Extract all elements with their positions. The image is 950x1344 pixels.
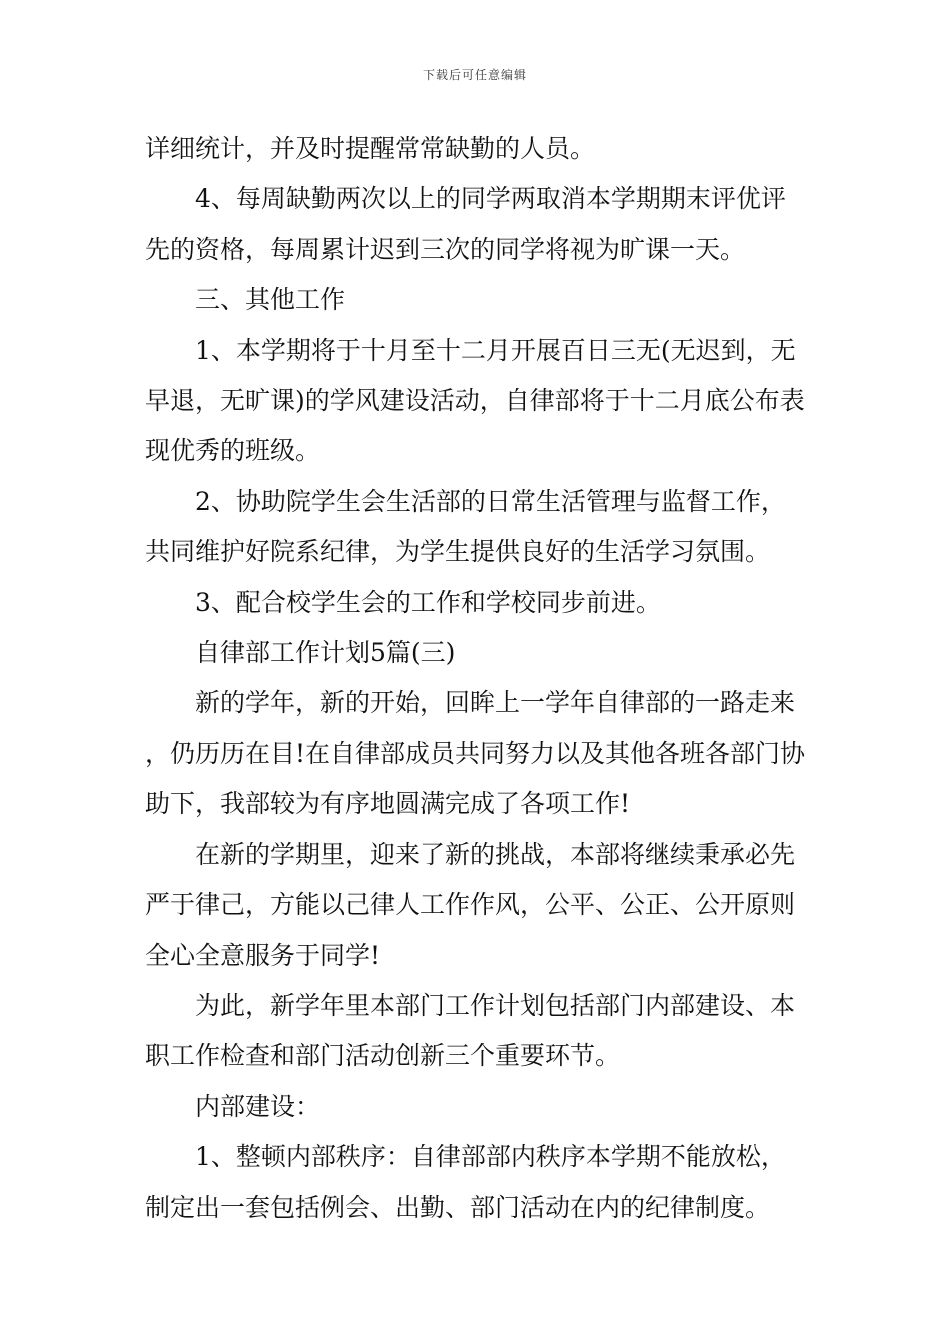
section-heading: 内部建设： [195,1091,321,1121]
paragraph: 2、协助院学生会生活部的日常生活管理与监督工作，共同维护好院系纪律，为学生提供良好的生活学习氛围。 [145,486,786,567]
paragraph: 新的学年，新的开始，回眸上一学年自律部的一路走来 ，仍历历在目!在自律部成员共同努力以及其他各班各部门协助下，我部较为有序地圆满完成了各项工作! [145,688,806,819]
paragraph: 1、本学期将于十月至十二月开展百日三无(无迟到，无早退，无旷课)的学风建设活动，自律部将于十二月底公布表现优秀的班级。 [145,335,805,466]
paragraph: 为此，新学年里本部门工作计划包括部门内部建设、本职工作检查和部门活动创新三个重要环节。 [145,990,796,1071]
document-body [145,124,807,1233]
section-title: 自律部工作计划5篇(三) [195,638,456,668]
paragraph: 1、整顿内部秩序：自律部部内秩序本学期不能放松，制定出一套包括例会、出勤、部门活动在内的纪律制度。 [145,1142,786,1222]
section-heading: 三、其他工作 [195,285,346,315]
paragraph: 3、配合校学生会的工作和学校同步前进。 [195,587,661,617]
paragraph: 在新的学期里，迎来了新的挑战，本部将继续秉承必先严于律己，方能以己律人工作作风，公平、公正、公开原则全心全意服务于同学! [145,839,796,970]
page-header: 下载后可任意编辑 [422,68,527,82]
paragraph: 详细统计，并及时提醒常常缺勤的人员。 [145,134,596,163]
paragraph: 4、每周缺勤两次以上的同学两取消本学期期末评优评先的资格，每周累计迟到三次的同学将视为旷课一天。 [145,184,786,264]
